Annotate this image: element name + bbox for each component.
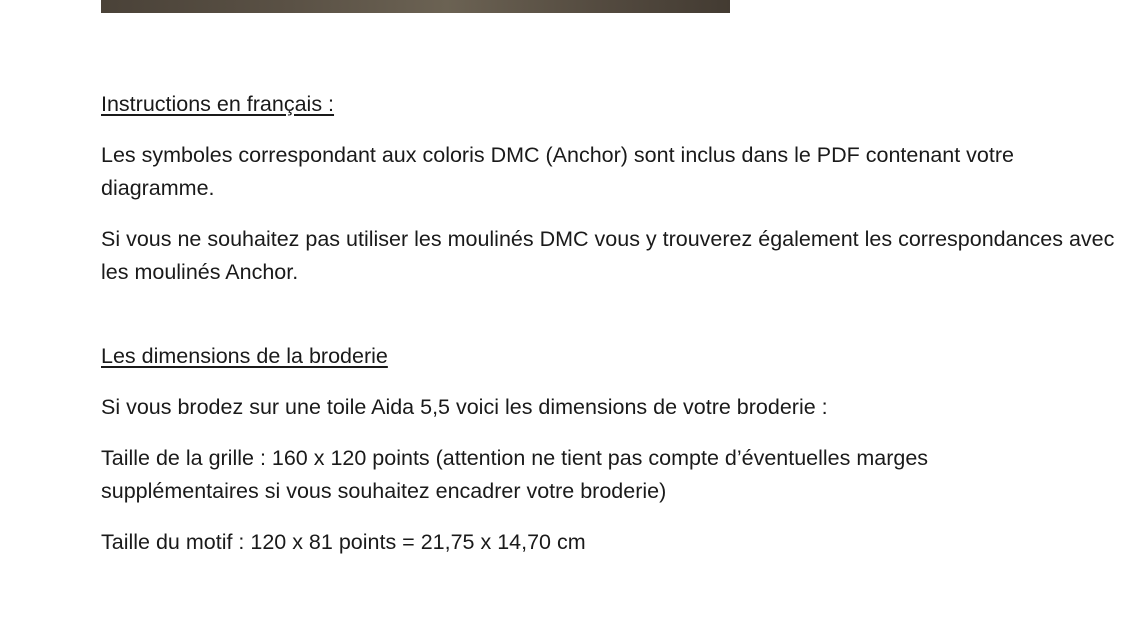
paragraph-symbols: Les symboles correspondant aux coloris DMC (Anchor) sont inclus dans le PDF contenant votre diagramme. bbox=[101, 143, 1014, 200]
paragraph-aida-fabric: Si vous brodez sur une toile Aida 5,5 voici les dimensions de votre broderie : bbox=[101, 395, 828, 419]
paragraph-grid-size: Taille de la grille : 160 x 120 points (attention ne tient pas compte d’éventuelles marges supplémentaires si vous souhaitez encadrer votre broderie) bbox=[101, 446, 929, 503]
document-body bbox=[101, 88, 1121, 559]
section-heading-instructions: Instructions en français : bbox=[101, 92, 335, 116]
paragraph-motif-size: Taille du motif : 120 x 81 points = 21,75 x 14,70 cm bbox=[101, 530, 586, 554]
paragraph-anchor-correspondence: Si vous ne souhaitez pas utiliser les moulinés DMC vous y trouverez également les correspondances avec les moulinés Anchor. bbox=[101, 227, 1115, 284]
top-photo-strip bbox=[101, 0, 730, 13]
section-heading-dimensions: Les dimensions de la broderie bbox=[101, 344, 388, 368]
